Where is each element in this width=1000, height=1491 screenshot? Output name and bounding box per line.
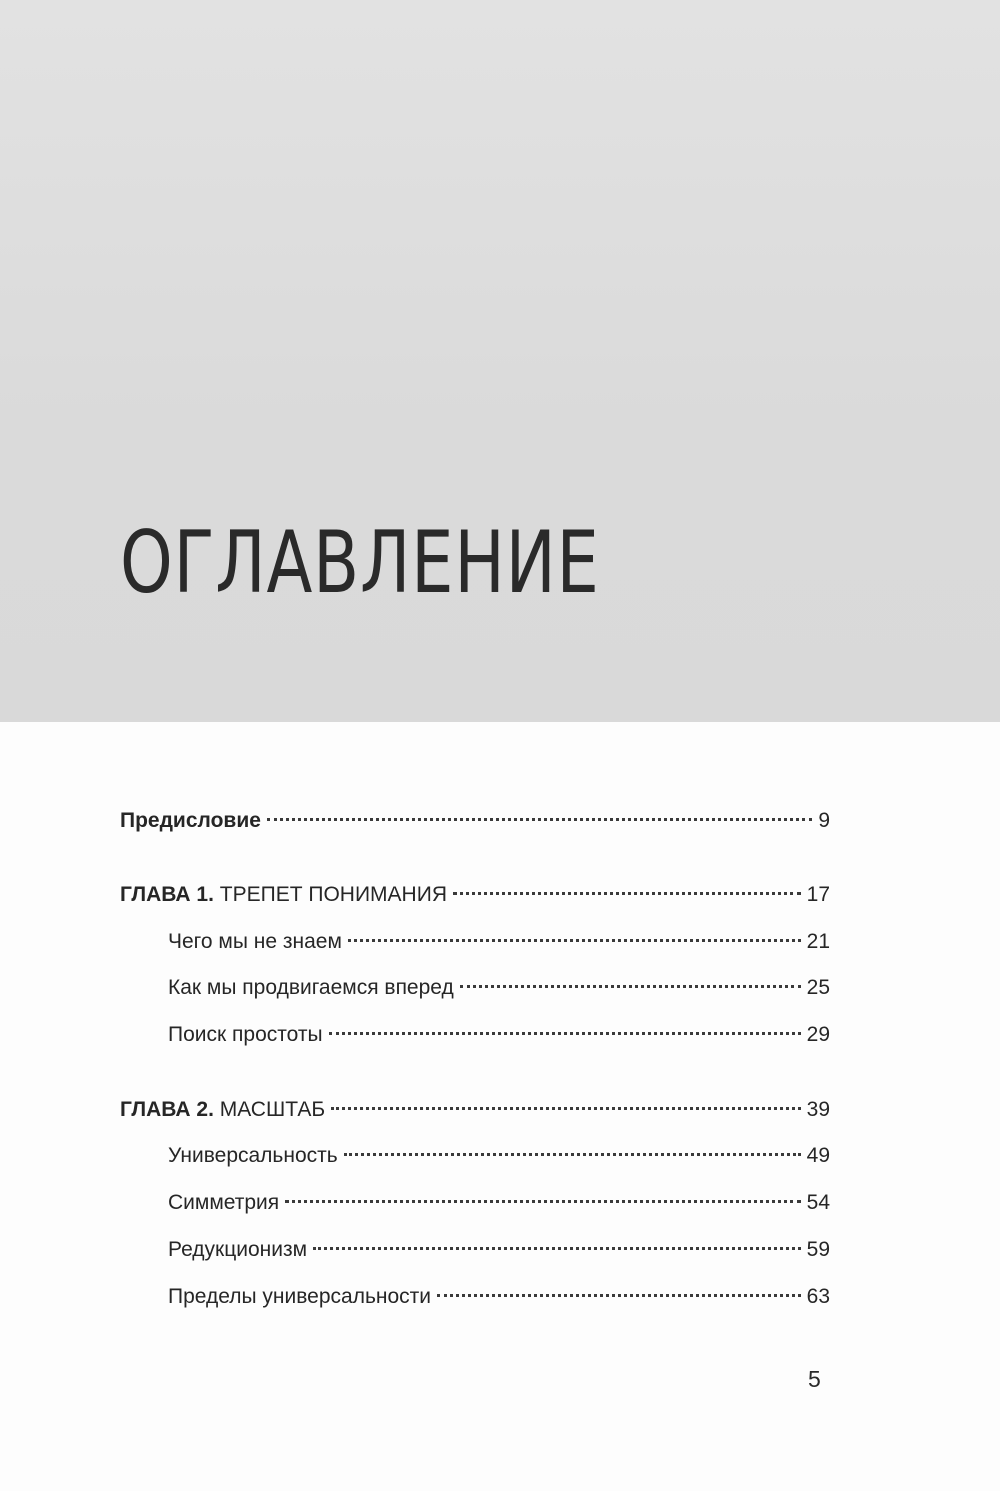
page-title: ОГЛАВЛЕНИЕ (120, 513, 600, 613)
toc-page-number: 39 (806, 1098, 830, 1121)
toc-page-number: 59 (806, 1238, 830, 1261)
toc-entry-label: Чего мы не знаем (168, 930, 342, 953)
toc-entry-label: Поиск простоты (168, 1023, 323, 1046)
toc-entry-label: Пределы универсальности (168, 1285, 432, 1308)
toc-entry-section[interactable] (168, 1021, 830, 1049)
toc-entry-label: Редукционизм (168, 1238, 308, 1261)
toc-page-number: 17 (806, 883, 830, 906)
dot-leader (460, 985, 801, 988)
toc-page-number: 49 (806, 1144, 830, 1167)
toc-page-number: 25 (806, 976, 830, 999)
header-band (0, 0, 1000, 722)
chapter-title: ТРЕПЕТ ПОНИМАНИЯ (219, 883, 447, 906)
toc-entry-section[interactable] (168, 974, 830, 1002)
dot-leader (285, 1200, 800, 1203)
toc-entry-section[interactable] (168, 1142, 830, 1170)
dot-leader (313, 1247, 801, 1250)
page-number: 5 (808, 1366, 821, 1392)
chapter-prefix: ГЛАВА 2. (120, 1098, 214, 1121)
toc-entry-chapter-2[interactable] (120, 1096, 830, 1124)
toc-entry-label: Предисловие (120, 809, 261, 832)
toc-entry-section[interactable] (168, 1283, 830, 1311)
toc-entry-label: Универсальность (168, 1144, 338, 1167)
toc-entry-chapter-1[interactable] (120, 881, 830, 909)
dot-leader (331, 1107, 801, 1110)
toc-entry-section[interactable] (168, 1236, 830, 1264)
chapter-prefix: ГЛАВА 1. (120, 883, 214, 906)
dot-leader (329, 1032, 801, 1035)
toc-page-number: 21 (806, 930, 830, 953)
toc-page-number: 63 (806, 1285, 830, 1308)
toc-page-number: 9 (818, 809, 830, 832)
dot-leader (267, 818, 812, 821)
toc-page-number: 54 (806, 1191, 830, 1214)
dot-leader (437, 1294, 801, 1297)
toc-entry-label: Симметрия (168, 1191, 280, 1214)
chapter-title: МАСШТАБ (219, 1098, 326, 1121)
dot-leader (453, 892, 801, 895)
dot-leader (344, 1153, 801, 1156)
toc-entry-preface[interactable] (120, 807, 830, 835)
toc-entry-label: Как мы продвигаемся вперед (168, 976, 454, 999)
toc-entry-section[interactable] (168, 1189, 830, 1217)
dot-leader (348, 939, 801, 942)
toc-entry-section[interactable] (168, 928, 830, 956)
toc-page-number: 29 (806, 1023, 830, 1046)
